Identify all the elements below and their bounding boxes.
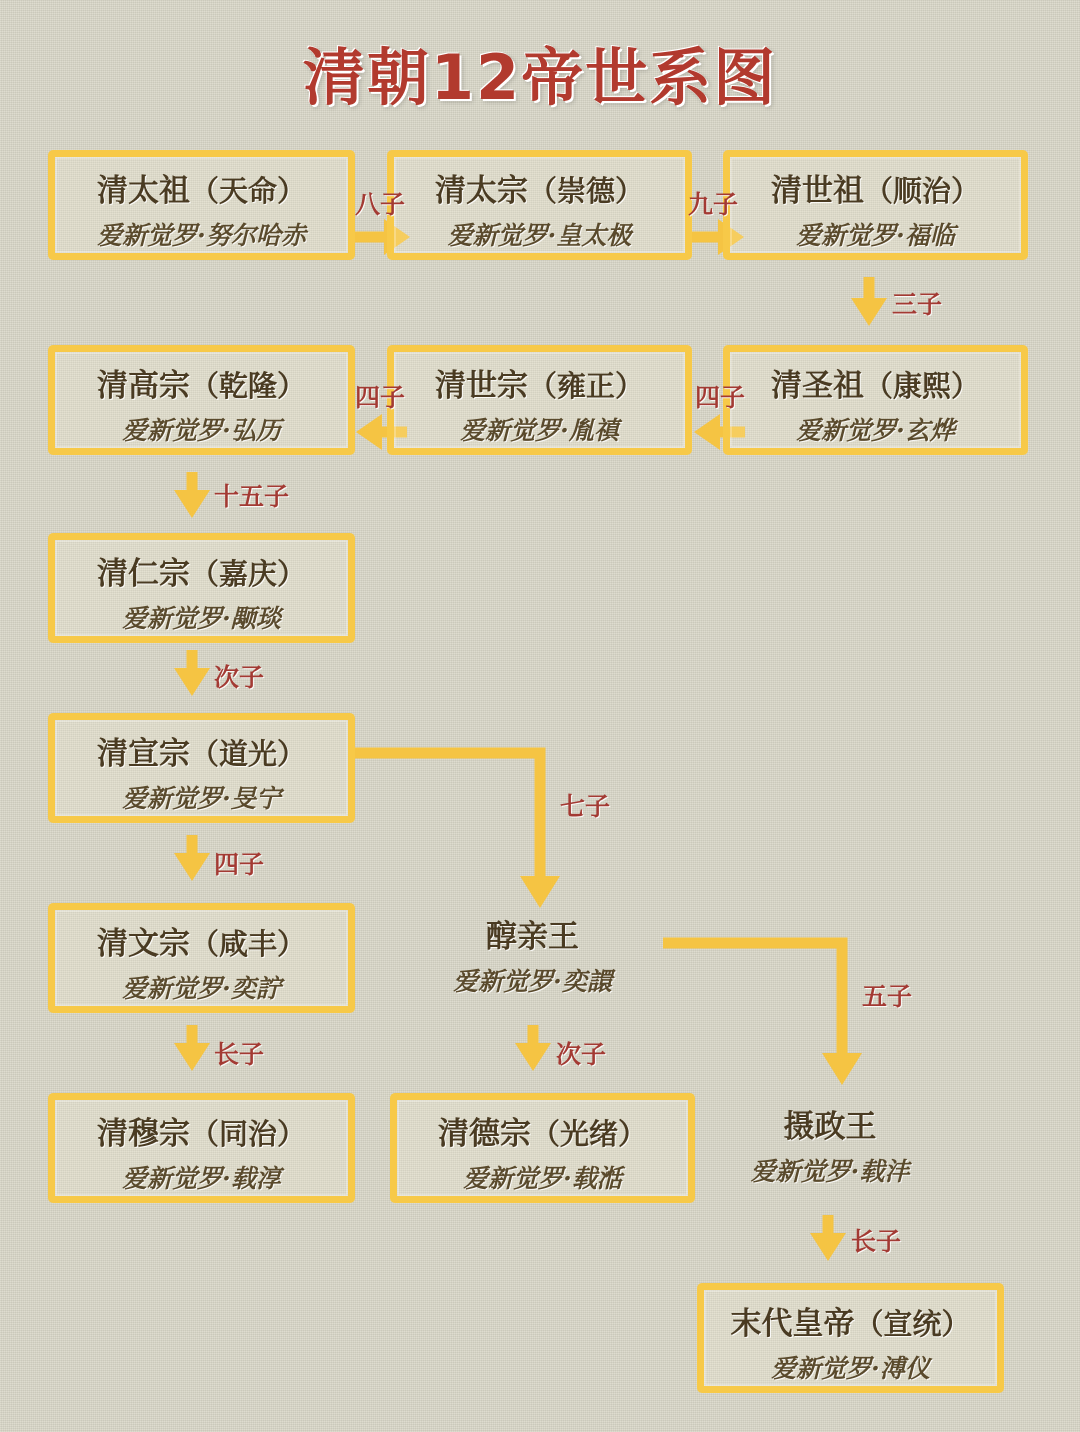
node-shezhengwang-name: 爱新觉罗·载沣 — [750, 1157, 910, 1186]
node-dezong-name: 爱新觉罗·载湉 — [463, 1164, 622, 1193]
node-shezhengwang-temple: 摄政王 — [783, 1109, 877, 1145]
node-renzong-name: 爱新觉罗·颙琰 — [122, 604, 281, 633]
edge-label-shizu-shengzu: 三子 — [892, 290, 943, 319]
node-shizu-temple: 清世祖（顺治） — [770, 173, 980, 209]
node-shizu[interactable] — [723, 150, 1028, 260]
arrow-gaozong-renzong — [174, 472, 210, 518]
node-dezong[interactable] — [390, 1093, 695, 1203]
node-shengzu-temple: 清圣祖（康熙） — [770, 368, 980, 404]
arrow-chunqin-shezheng — [663, 943, 862, 1085]
node-dezong-temple: 清德宗（光绪） — [437, 1116, 647, 1152]
node-gaozong-name: 爱新觉罗·弘历 — [122, 416, 281, 445]
edge-label-wenzong-muzong: 长子 — [214, 1040, 265, 1069]
edge-label-shezhengwang-modi: 长子 — [851, 1227, 902, 1256]
node-renzong-temple: 清仁宗（嘉庆） — [96, 556, 306, 592]
node-modi-name: 爱新觉罗·溥仪 — [771, 1354, 930, 1383]
arrow-renzong-xuanzong — [174, 650, 210, 696]
node-shizu-name: 爱新觉罗·福临 — [796, 221, 955, 250]
arrow-xuanzong-chunqin — [350, 753, 560, 908]
node-wenzong-name: 爱新觉罗·奕詝 — [122, 974, 281, 1003]
node-wenzong[interactable] — [48, 903, 355, 1013]
node-taizu[interactable] — [48, 150, 355, 260]
edge-label-renzong-xuanzong: 次子 — [214, 663, 265, 692]
edge-label-xuanzong-chunqinwang: 七子 — [560, 792, 611, 821]
node-taizong-temple: 清太宗（崇德） — [434, 173, 644, 209]
node-gaozong-temple: 清高宗（乾隆） — [96, 368, 306, 404]
node-xuanzong[interactable] — [48, 713, 355, 823]
node-muzong[interactable] — [48, 1093, 355, 1203]
edge-label-shengzu-shizong: 四子 — [695, 383, 746, 412]
node-chunqinwang-temple: 醇亲王 — [486, 919, 579, 955]
edge-label-chunqinwang-shezhengwang: 五子 — [862, 982, 913, 1011]
node-shizong-temple: 清世宗（雍正） — [434, 368, 644, 404]
node-wenzong-temple: 清文宗（咸丰） — [96, 926, 306, 962]
arrow-xuanzong-wenzong — [174, 835, 210, 881]
node-taizong-name: 爱新觉罗·皇太极 — [447, 221, 632, 250]
node-modi-temple: 末代皇帝（宣统） — [730, 1306, 971, 1342]
node-muzong-temple: 清穆宗（同治） — [96, 1116, 306, 1152]
node-shizong[interactable] — [387, 345, 692, 455]
node-shezhengwang[interactable] — [700, 1093, 960, 1203]
node-modi[interactable] — [697, 1283, 1004, 1393]
edge-label-xuanzong-wenzong: 四子 — [214, 850, 265, 879]
edge-label-chunqinwang-dezong: 次子 — [556, 1040, 607, 1069]
node-shengzu-name: 爱新觉罗·玄烨 — [796, 416, 955, 445]
node-xuanzong-name: 爱新觉罗·旻宁 — [122, 784, 281, 813]
edge-label-gaozong-renzong: 十五子 — [214, 482, 290, 511]
arrow-shezheng-modi — [810, 1215, 846, 1261]
edge-label-shizong-gaozong: 四子 — [355, 383, 406, 412]
node-gaozong[interactable] — [48, 345, 355, 455]
edge-label-taizu-taizong: 八子 — [355, 190, 406, 219]
node-chunqinwang-name: 爱新觉罗·奕譞 — [453, 967, 612, 996]
node-muzong-name: 爱新觉罗·载淳 — [122, 1164, 281, 1193]
arrow-wenzong-muzong — [174, 1025, 210, 1071]
node-taizu-name: 爱新觉罗·努尔哈赤 — [97, 221, 306, 250]
node-renzong[interactable] — [48, 533, 355, 643]
node-shengzu[interactable] — [723, 345, 1028, 455]
node-taizong[interactable] — [387, 150, 692, 260]
node-taizu-temple: 清太祖（天命） — [96, 173, 306, 209]
node-chunqinwang[interactable] — [400, 903, 665, 1013]
node-shizong-name: 爱新觉罗·胤禛 — [460, 416, 619, 445]
arrow-shizu-shengzu — [851, 277, 887, 326]
node-xuanzong-temple: 清宣宗（道光） — [96, 736, 306, 772]
arrow-chunqin-dezong — [515, 1025, 551, 1071]
edge-label-taizong-shizu: 九子 — [688, 190, 739, 219]
page-title: 清朝12帝世系图 — [302, 41, 778, 114]
